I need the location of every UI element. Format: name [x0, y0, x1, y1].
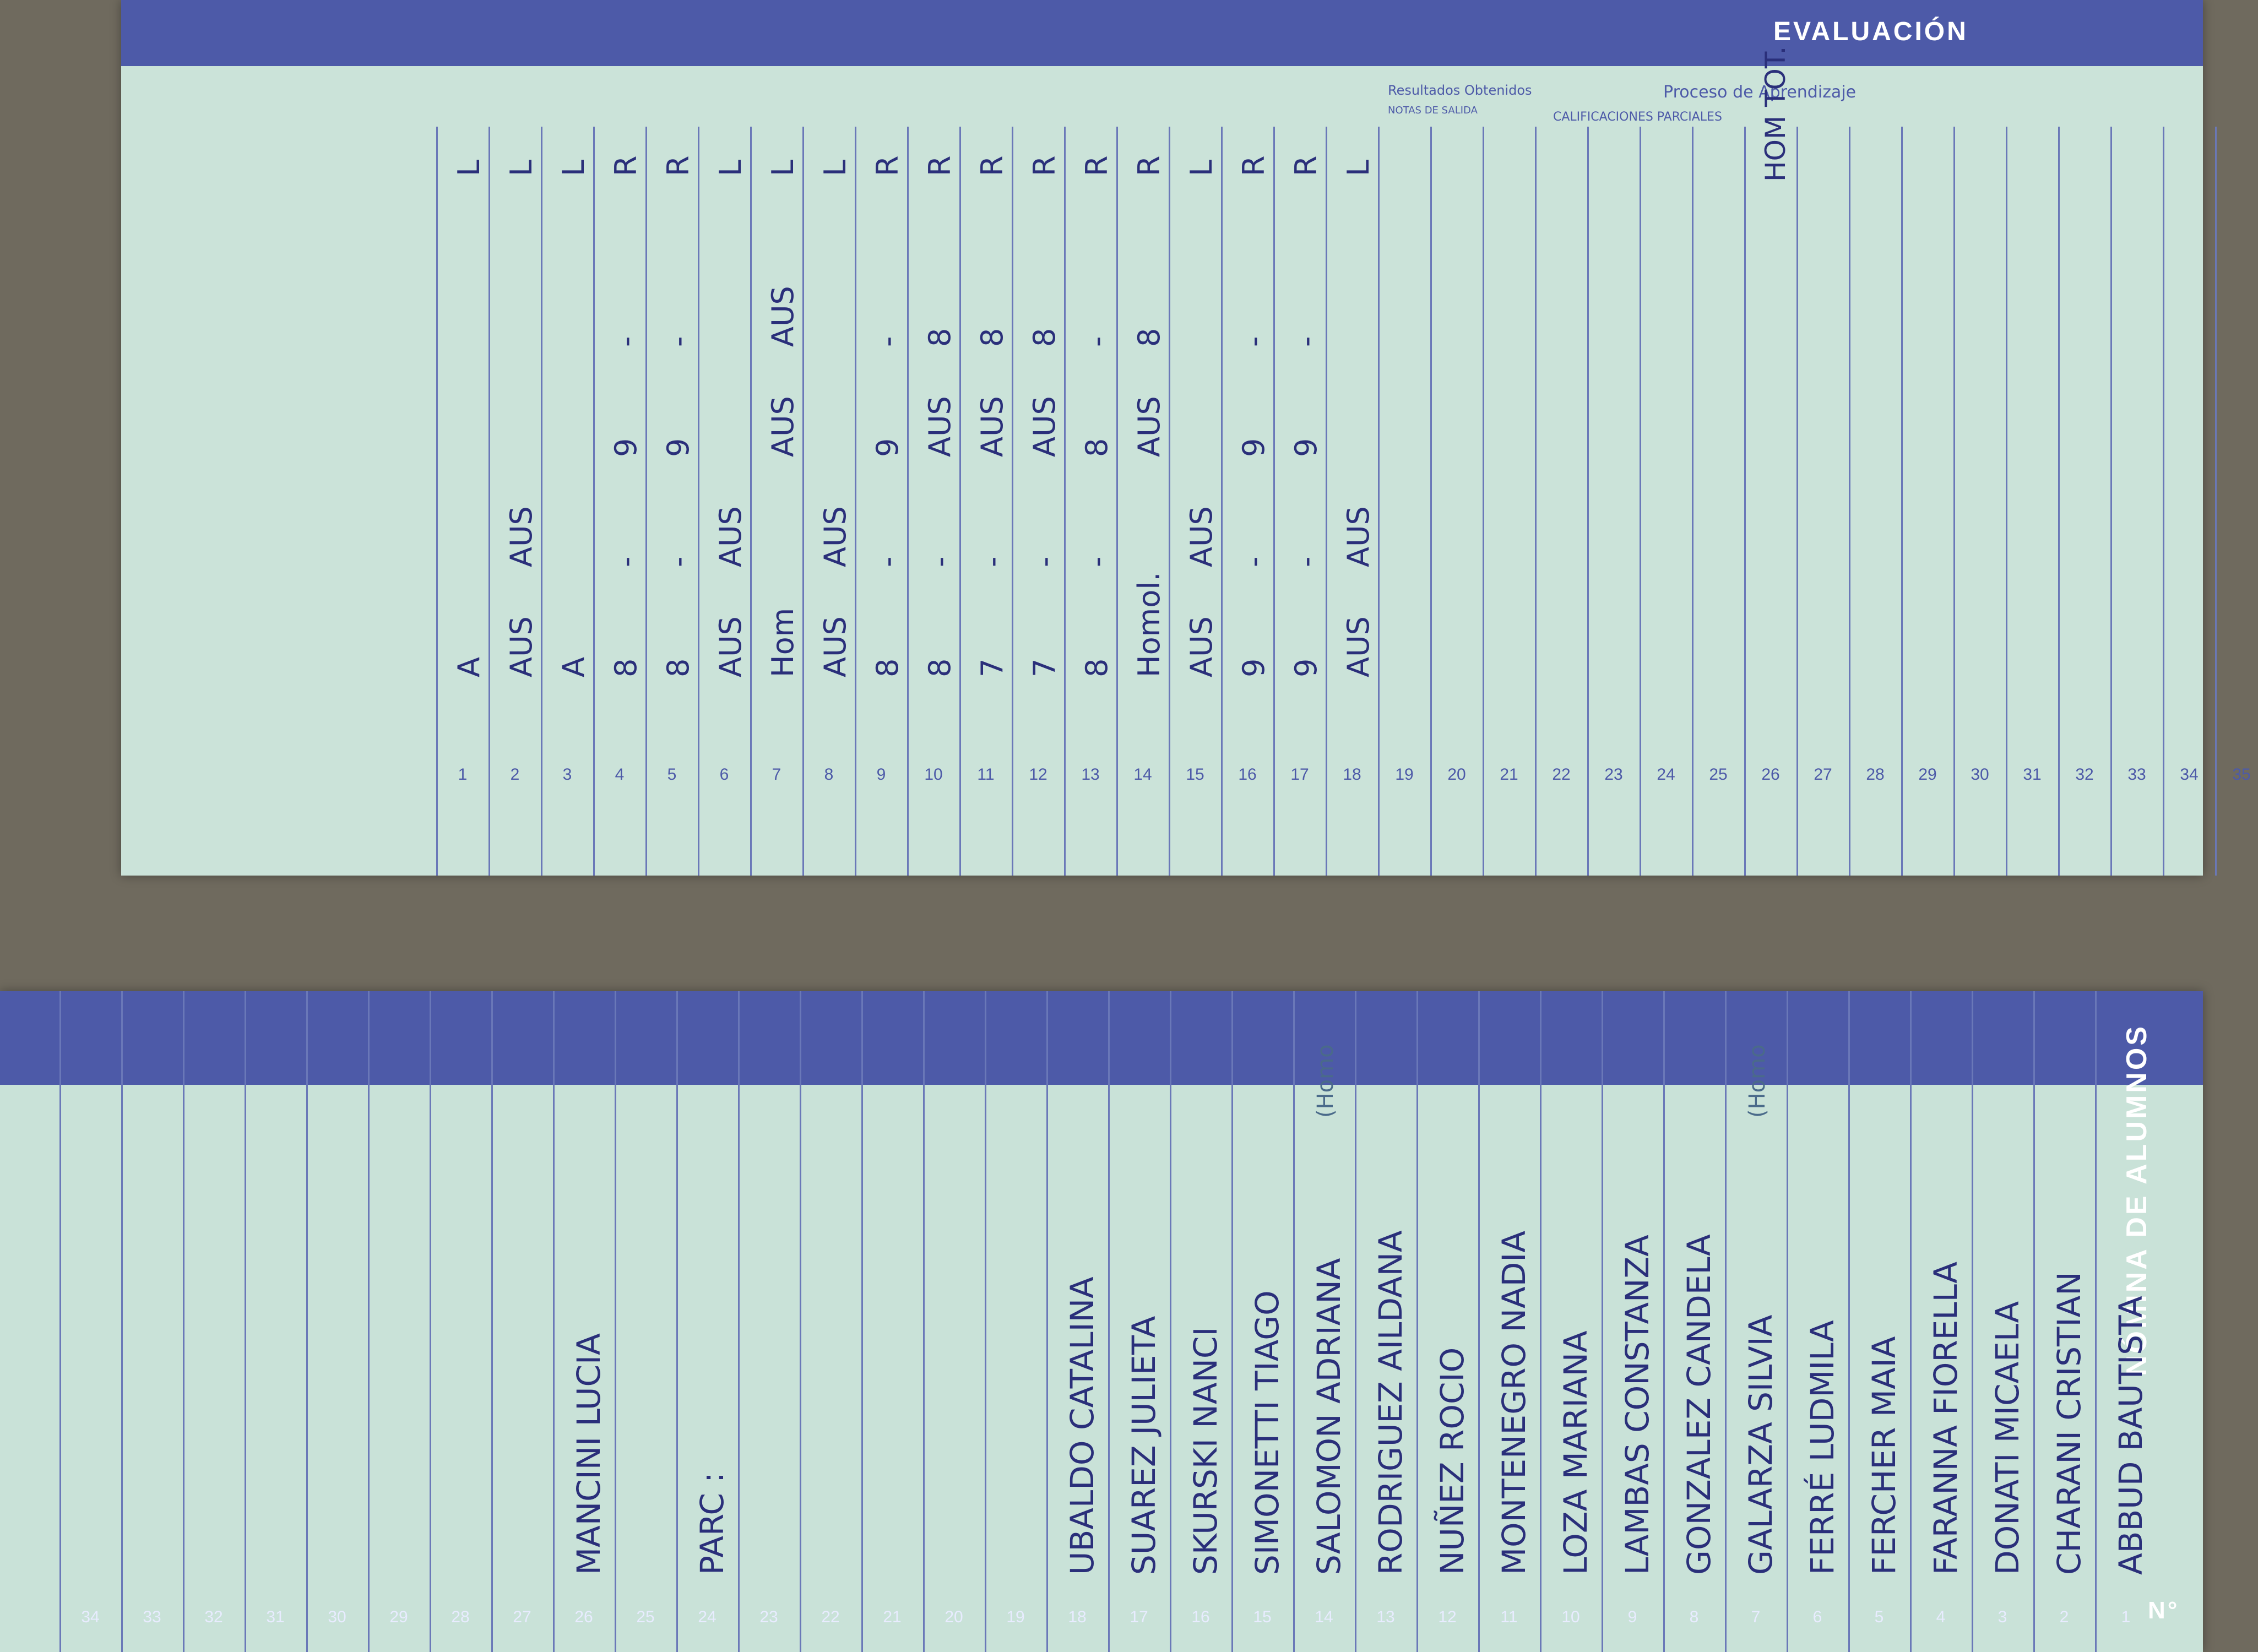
row-divider: [436, 127, 438, 876]
row-divider: [1416, 991, 1418, 1652]
row-number: 13: [1081, 765, 1100, 784]
grade-r2: 8: [922, 328, 957, 347]
row-divider: [593, 127, 595, 876]
row-number: 33: [2127, 765, 2146, 784]
row-divider: [1602, 991, 1603, 1652]
grade-r1: AUS: [713, 506, 748, 567]
row-number: 26: [574, 1608, 593, 1626]
grade-r2: -: [870, 336, 905, 347]
grade-p1: AUS: [713, 616, 748, 677]
row-divider: [1378, 127, 1380, 876]
row-divider: [1663, 991, 1665, 1652]
grade-p1: 8: [922, 658, 957, 677]
row-divider: [121, 991, 123, 1652]
row-divider: [245, 991, 246, 1652]
row-number: 9: [876, 765, 886, 784]
row-divider: [800, 991, 801, 1652]
row-number: 13: [1376, 1608, 1395, 1626]
grade-p1: A: [452, 657, 486, 677]
page-title: NÓMINA DE ALUMNOS: [2121, 1024, 2153, 1377]
row-number: 28: [451, 1608, 470, 1626]
row-divider: [2215, 127, 2217, 876]
row-number: 21: [1500, 765, 1518, 784]
grade-cond: R: [1027, 155, 1062, 176]
grade-cond: R: [975, 155, 1009, 176]
row-divider: [1787, 991, 1788, 1652]
number-header: N°: [2148, 1597, 2180, 1624]
row-divider: [306, 991, 308, 1652]
row-number: 32: [2075, 765, 2094, 784]
row-divider: [1064, 127, 1066, 876]
row-divider: [738, 991, 740, 1652]
student-name: MONTENEGRO NADIA: [1495, 1230, 1533, 1575]
row-number: 31: [266, 1608, 285, 1626]
row-number: 34: [2180, 765, 2199, 784]
grade-r2: -: [1289, 336, 1323, 347]
student-name: LAMBAS CONSTANZA: [1619, 1235, 1656, 1575]
row-number: 1: [2121, 1608, 2131, 1626]
row-divider: [907, 127, 909, 876]
row-number: 9: [1627, 1608, 1637, 1626]
row-divider: [1587, 127, 1589, 876]
row-number: 11: [1500, 1608, 1518, 1626]
row-number: 4: [1936, 1608, 1946, 1626]
row-divider: [959, 127, 961, 876]
student-name: FARANNA FIORELLA: [1927, 1262, 1964, 1575]
row-divider: [1046, 991, 1048, 1652]
row-divider: [750, 127, 752, 876]
row-divider: [1744, 127, 1746, 876]
row-number: 18: [1343, 765, 1361, 784]
grade-p1: Homol.: [1132, 572, 1166, 677]
row-number: 29: [389, 1608, 408, 1626]
row-divider: [2033, 991, 2035, 1652]
resultados-label: Resultados Obtenidos: [1388, 83, 1532, 98]
grade-cond: R: [922, 155, 957, 176]
grade-p1: A: [556, 657, 591, 677]
grade-r1: -: [1027, 556, 1062, 567]
grade-r1: -: [609, 556, 643, 567]
row-number: 15: [1186, 765, 1204, 784]
subheader: Proceso de Aprendizaje: [1663, 83, 1857, 102]
student-name: CHARANI CRISTIAN: [2050, 1271, 2088, 1575]
row-divider: [923, 991, 925, 1652]
row-divider: [1972, 991, 1973, 1652]
row-number: 7: [1751, 1608, 1761, 1626]
row-number: 6: [719, 765, 729, 784]
row-number: 18: [1068, 1608, 1087, 1626]
row-divider: [1483, 127, 1484, 876]
row-divider: [1012, 127, 1013, 876]
grade-r2: -: [1236, 336, 1271, 347]
row-number: 6: [1812, 1608, 1822, 1626]
grade-r1: -: [975, 556, 1009, 567]
student-name: SALOMON ADRIANA: [1310, 1258, 1348, 1575]
row-divider: [488, 127, 490, 876]
grade-r1: -: [1079, 556, 1114, 567]
row-divider: [645, 127, 647, 876]
row-number: 16: [1191, 1608, 1210, 1626]
row-number: 34: [81, 1608, 100, 1626]
row-divider: [1725, 991, 1727, 1652]
row-divider: [1901, 127, 1903, 876]
grade-cond: L: [504, 159, 539, 176]
row-number: 24: [1657, 765, 1675, 784]
row-divider: [1640, 127, 1641, 876]
row-number: 14: [1133, 765, 1152, 784]
row-divider: [368, 991, 370, 1652]
row-number: 27: [1814, 765, 1832, 784]
grade-cond: L: [818, 159, 853, 176]
notas-salida-label: NOTAS DE SALIDA: [1388, 105, 1478, 116]
grade-p2: AUS: [1027, 396, 1062, 457]
student-name: GONZALEZ CANDELA: [1680, 1234, 1718, 1575]
row-divider: [802, 127, 804, 876]
row-number: 23: [759, 1608, 778, 1626]
row-number: 8: [1689, 1608, 1699, 1626]
row-divider: [1849, 127, 1850, 876]
student-name: FERRÉ LUDMILA: [1804, 1320, 1841, 1575]
grade-p2: AUS: [922, 396, 957, 457]
row-number: 5: [1874, 1608, 1884, 1626]
row-divider: [1170, 991, 1171, 1652]
row-divider: [1540, 991, 1541, 1652]
grade-cond: L: [1184, 159, 1219, 176]
row-divider: [1355, 991, 1356, 1652]
row-divider: [2006, 127, 2007, 876]
student-name: GALARZA SILVIA: [1742, 1314, 1779, 1575]
row-number: 22: [821, 1608, 840, 1626]
row-divider: [1326, 127, 1327, 876]
student-name: UBALDO CATALINA: [1063, 1276, 1101, 1575]
grade-p1: 7: [1027, 658, 1062, 677]
grade-p1: 9: [1236, 658, 1271, 677]
row-number: 14: [1315, 1608, 1333, 1626]
row-divider: [1953, 127, 1955, 876]
row-divider: [2058, 127, 2060, 876]
row-divider: [430, 991, 431, 1652]
row-number: 3: [562, 765, 572, 784]
row-divider: [553, 991, 555, 1652]
row-divider: [1116, 127, 1118, 876]
grade-r2: -: [661, 336, 696, 347]
grade-p1: 7: [975, 658, 1009, 677]
row-divider: [1108, 991, 1110, 1652]
grade-cond: R: [1132, 155, 1166, 176]
row-number: 30: [1971, 765, 1989, 784]
grade-r2: 8: [975, 328, 1009, 347]
grade-r2: AUS: [766, 286, 800, 347]
student-name: SKURSKI NANCI: [1187, 1327, 1224, 1575]
grade-r1: -: [1236, 556, 1271, 567]
row-divider: [1535, 127, 1537, 876]
student-name: RODRIGUEZ AILDANA: [1372, 1230, 1409, 1575]
grade-p1: 8: [661, 658, 696, 677]
student-name: LOZA MARIANA: [1557, 1330, 1594, 1575]
grade-p1: 8: [1079, 658, 1114, 677]
grade-p2: 9: [1289, 438, 1323, 457]
row-number: 16: [1238, 765, 1257, 784]
grade-p2: 9: [1236, 438, 1271, 457]
student-name: MANCINI LUCIA: [570, 1333, 607, 1575]
row-divider: [985, 991, 986, 1652]
row-number: 17: [1130, 1608, 1148, 1626]
row-divider: [2095, 991, 2097, 1652]
row-number: 10: [1561, 1608, 1580, 1626]
row-number: 20: [1447, 765, 1466, 784]
row-number: 25: [1709, 765, 1728, 784]
row-divider: [2110, 127, 2112, 876]
row-divider: [1273, 127, 1275, 876]
student-note: (Homo: [1313, 1044, 1338, 1118]
grade-r1: AUS: [504, 506, 539, 567]
grade-p2: 8: [1079, 438, 1114, 457]
row-number: 1: [458, 765, 468, 784]
grade-p1: 9: [1289, 658, 1323, 677]
row-number: 23: [1604, 765, 1623, 784]
row-number: 2: [510, 765, 520, 784]
row-number: 30: [328, 1608, 346, 1626]
row-divider: [676, 991, 678, 1652]
grade-r1: AUS: [1341, 506, 1376, 567]
row-number: 15: [1253, 1608, 1272, 1626]
row-divider: [1796, 127, 1798, 876]
grade-p2: 9: [609, 438, 643, 457]
grade-cond: L: [1341, 159, 1376, 176]
grade-cond: R: [1079, 155, 1114, 176]
grade-r2: -: [609, 336, 643, 347]
header-band: [0, 991, 2203, 1085]
row-number: 3: [1998, 1608, 2007, 1626]
row-number: 20: [945, 1608, 963, 1626]
row-note: HOM TOT.: [1760, 46, 1792, 182]
row-divider: [698, 127, 699, 876]
grade-p2: AUS: [766, 396, 800, 457]
row-divider: [1848, 991, 1850, 1652]
row-number: 22: [1552, 765, 1571, 784]
grade-p1: Hom: [766, 607, 800, 677]
grade-r2: 8: [1027, 328, 1062, 347]
grade-p1: AUS: [1184, 616, 1219, 677]
row-divider: [861, 991, 863, 1652]
row-number: 21: [883, 1608, 902, 1626]
student-list-page: [0, 991, 2203, 1652]
row-divider: [855, 127, 856, 876]
row-divider: [1169, 127, 1170, 876]
grade-r2: 8: [1132, 328, 1166, 347]
row-divider: [491, 991, 493, 1652]
student-name: SIMONETTI TIAGO: [1249, 1290, 1286, 1575]
row-number: 27: [513, 1608, 531, 1626]
student-name: NUÑEZ ROCIO: [1434, 1347, 1471, 1575]
grade-p1: AUS: [1341, 616, 1376, 677]
student-name: DONATI MICAELA: [1989, 1301, 2026, 1575]
evaluation-title: EVALUACIÓN: [1773, 17, 1968, 46]
grade-cond: L: [713, 159, 748, 176]
grade-p2: 9: [870, 438, 905, 457]
student-name: FERCHER MAIA: [1865, 1336, 1903, 1575]
row-number: 31: [2023, 765, 2042, 784]
row-number: 32: [204, 1608, 223, 1626]
row-divider: [1478, 991, 1480, 1652]
row-number: 24: [698, 1608, 717, 1626]
student-note: (Homo: [1745, 1044, 1770, 1118]
row-number: 7: [772, 765, 781, 784]
row-number: 8: [824, 765, 834, 784]
grade-p1: 8: [870, 658, 905, 677]
grade-r1: -: [661, 556, 696, 567]
grade-cond: L: [556, 159, 591, 176]
row-divider: [541, 127, 542, 876]
grade-cond: R: [661, 155, 696, 176]
grade-cond: L: [766, 159, 800, 176]
row-divider: [1221, 127, 1223, 876]
grade-r1: -: [870, 556, 905, 567]
row-number: 19: [1006, 1608, 1025, 1626]
row-number: 29: [1918, 765, 1937, 784]
row-number: 10: [924, 765, 943, 784]
row-divider: [1293, 991, 1295, 1652]
calificaciones-label: CALIFICACIONES PARCIALES: [1553, 110, 1722, 124]
grade-r2: -: [1079, 336, 1114, 347]
row-number: 2: [2059, 1608, 2069, 1626]
grade-r1: -: [1289, 556, 1323, 567]
row-divider: [59, 991, 61, 1652]
grade-r1: AUS: [1184, 506, 1219, 567]
row-number: 33: [143, 1608, 161, 1626]
row-number: 17: [1290, 765, 1309, 784]
grade-cond: R: [1236, 155, 1271, 176]
grade-cond: L: [452, 159, 486, 176]
row-divider: [2163, 127, 2164, 876]
row-divider: [183, 991, 184, 1652]
row-divider: [1910, 991, 1912, 1652]
student-name: PARC :: [693, 1472, 731, 1575]
grade-p1: AUS: [504, 616, 539, 677]
grade-cond: R: [870, 155, 905, 176]
row-divider: [1692, 127, 1694, 876]
row-divider: [1231, 991, 1233, 1652]
grade-p1: AUS: [818, 616, 853, 677]
row-number: 26: [1761, 765, 1780, 784]
grade-cond: R: [1289, 155, 1323, 176]
row-divider: [1430, 127, 1432, 876]
student-name: ABBUD BAUTISTA: [2112, 1296, 2150, 1575]
grade-p2: AUS: [975, 396, 1009, 457]
student-name: SUAREZ JULIETA: [1125, 1316, 1163, 1575]
grade-r1: -: [922, 556, 957, 567]
row-number: 35: [2232, 765, 2251, 784]
row-number: 5: [667, 765, 677, 784]
row-number: 28: [1866, 765, 1885, 784]
grade-r1: AUS: [818, 506, 853, 567]
grade-p1: 8: [609, 658, 643, 677]
row-number: 11: [977, 765, 995, 784]
row-number: 12: [1029, 765, 1047, 784]
row-divider: [615, 991, 616, 1652]
grade-p2: AUS: [1132, 396, 1166, 457]
row-number: 19: [1395, 765, 1414, 784]
row-number: 4: [615, 765, 625, 784]
evaluation-page: [121, 0, 2251, 876]
grade-cond: R: [609, 155, 643, 176]
row-number: 25: [636, 1608, 655, 1626]
row-number: 12: [1438, 1608, 1457, 1626]
grade-p2: 9: [661, 438, 696, 457]
